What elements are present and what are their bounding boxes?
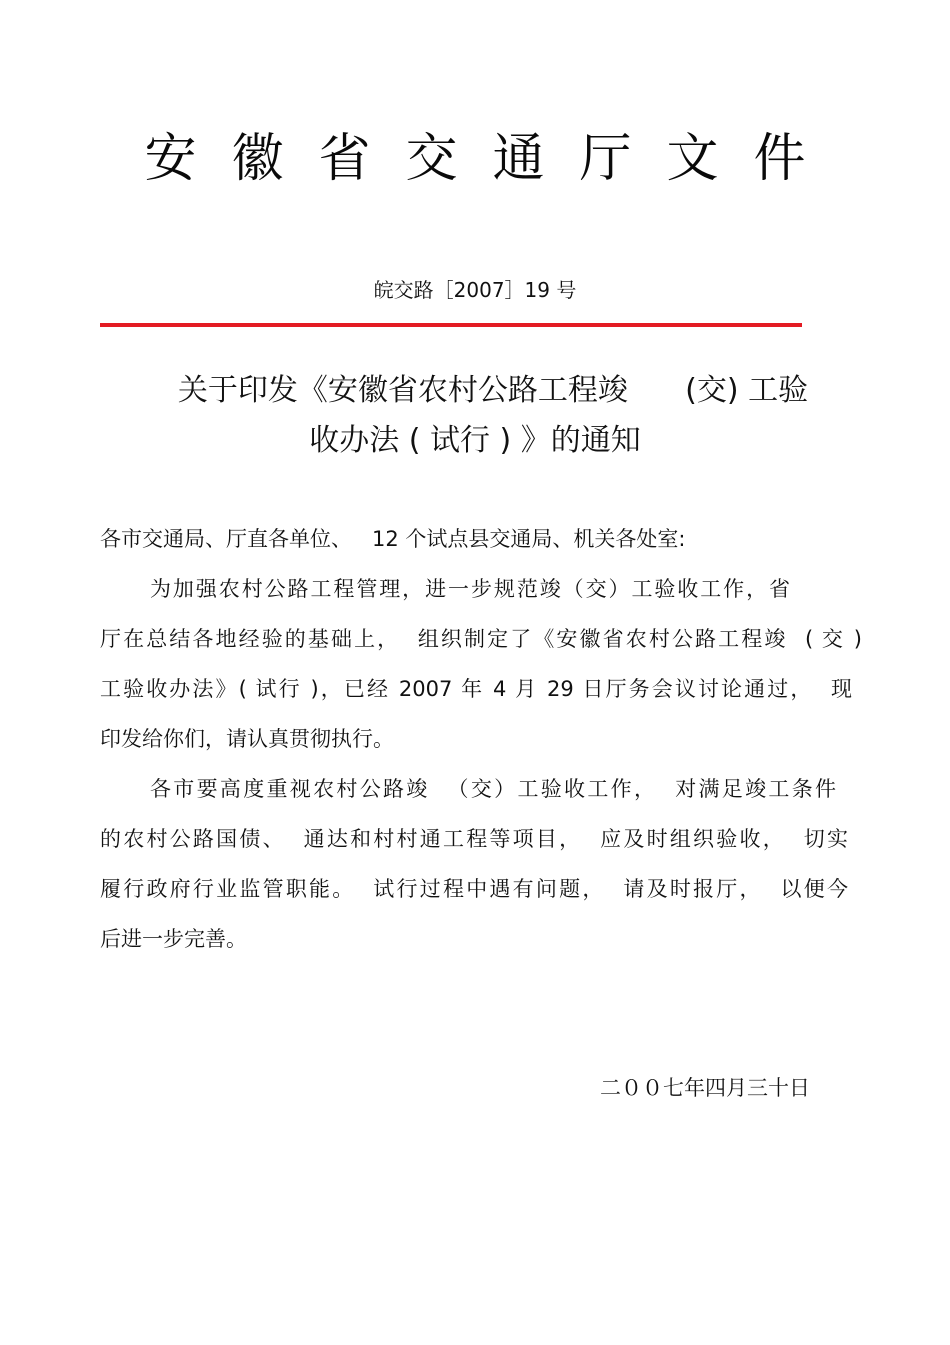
header-title-char: 省 xyxy=(318,129,371,189)
header-title-char: 通 xyxy=(492,129,545,189)
paragraph-2-line-3: 履行政府行业监管职能。 试行过程中遇有问题， 请及时报厅， 以便今 xyxy=(100,877,848,901)
paragraph-1-line-2: 厅在总结各地经验的基础上， 组织制定了《安徽省农村公路工程竣 ( 交 ) xyxy=(100,627,862,651)
subject-title-line-1: 关于印发《安徽省农村公路工程竣 (交) 工验 xyxy=(177,373,809,408)
paragraph-2-line-1: 各市要高度重视农村公路竣 （交）工验收工作， 对满足竣工条件 xyxy=(150,777,836,801)
paragraph-1-line-1: 为加强农村公路工程管理，进一步规范竣（交）工验收工作，省 xyxy=(150,577,790,601)
header-title-char: 交 xyxy=(405,129,458,189)
paragraph-2-line-4: 后进一步完善。 xyxy=(100,927,247,951)
header-title-char: 安 xyxy=(144,129,197,189)
document-header xyxy=(0,124,950,194)
paragraph-1-line-4: 印发给你们，请认真贯彻执行。 xyxy=(100,727,394,751)
paragraph-1-line-3: 工验收办法》( 试行 )，已经 2007 年 4 月 29 日厅务会议讨论通过， 现 xyxy=(100,677,852,701)
red-divider xyxy=(100,323,802,327)
header-title-char: 徽 xyxy=(231,129,284,189)
document-number: 皖交路［2007］19 号 xyxy=(373,278,577,302)
subject-title-line-2: 收办法 ( 试行 ) 》的通知 xyxy=(309,423,641,458)
paragraph-2-line-2: 的农村公路国债、 通达和村村通工程等项目， 应及时组织验收， 切实 xyxy=(100,827,848,851)
addressee-line: 各市交通局、厅直各单位、 12 个试点县交通局、机关各处室: xyxy=(100,527,686,551)
header-title-char: 文 xyxy=(666,129,719,189)
header-title-char: 件 xyxy=(753,129,806,189)
header-title-char: 厅 xyxy=(579,129,632,189)
document-date: 二００七年四月三十日 xyxy=(600,1076,810,1100)
